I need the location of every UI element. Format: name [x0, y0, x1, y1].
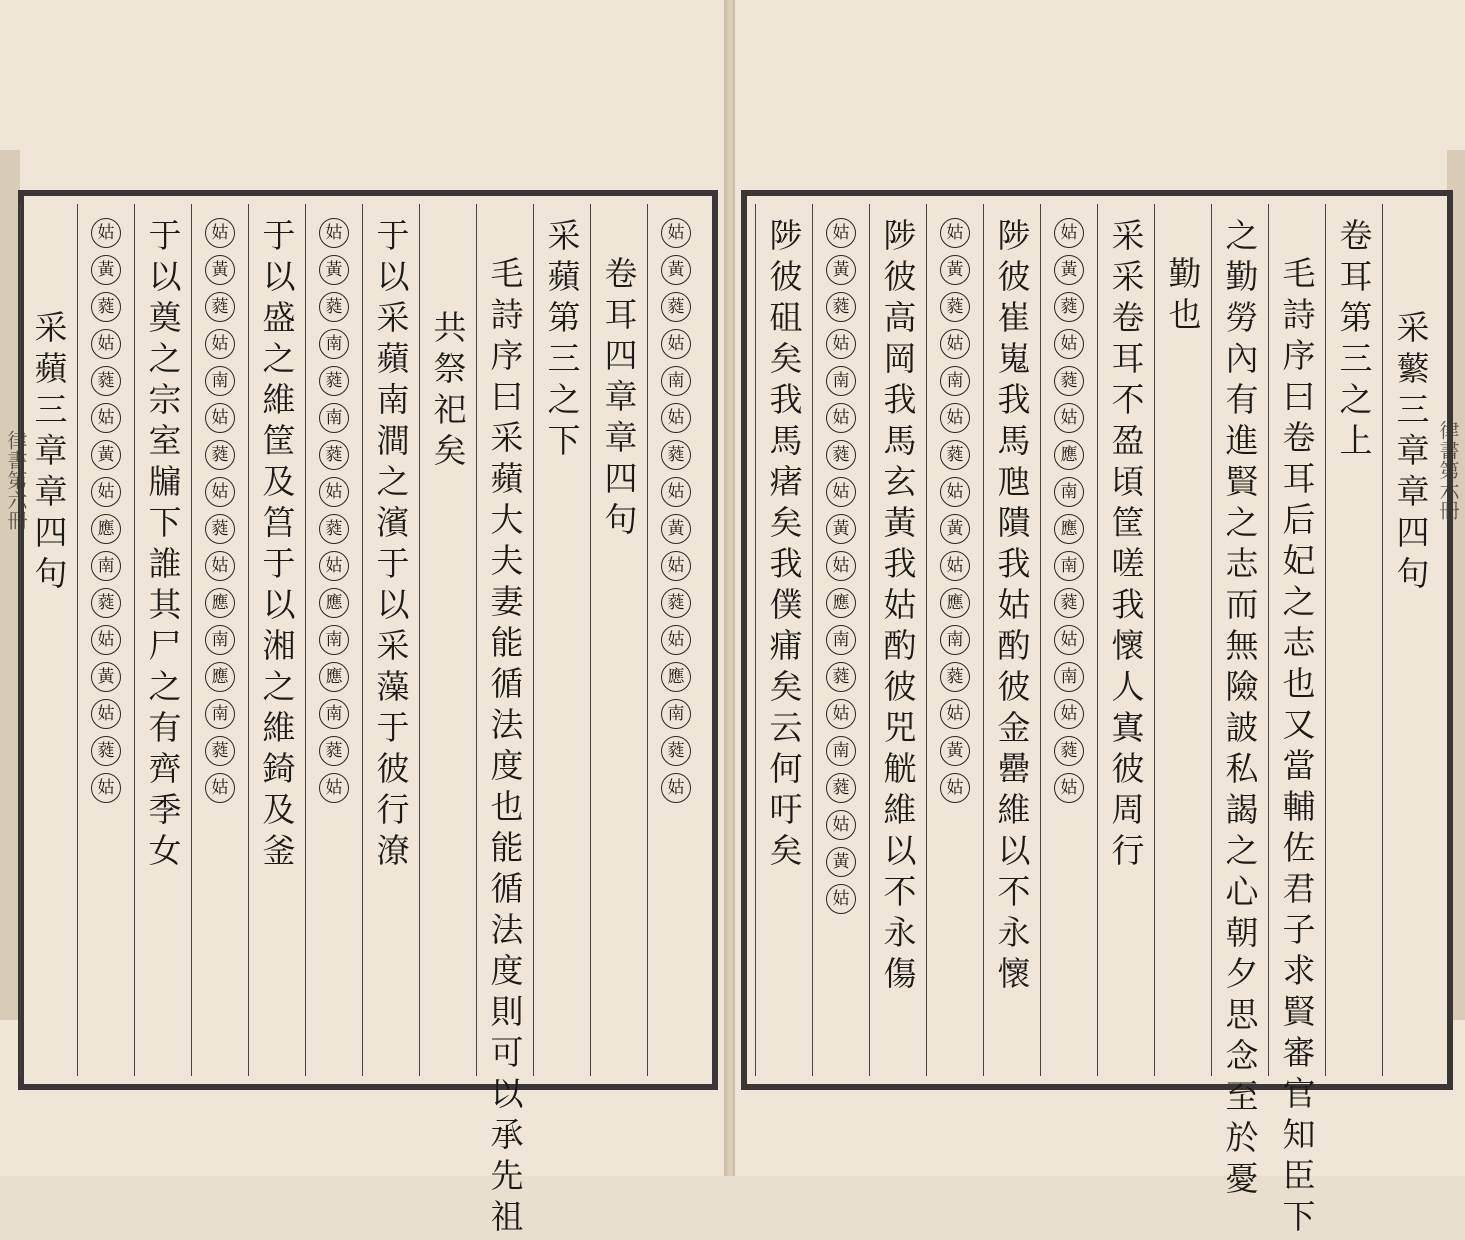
circled-note-mark: 應 — [940, 588, 970, 618]
circled-note-mark: 姑 — [661, 551, 691, 581]
circled-note-mark: 蕤 — [661, 292, 691, 322]
circled-note-mark: 姑 — [826, 329, 856, 359]
notation-column — [1054, 218, 1084, 1076]
circled-note-mark: 蕤 — [319, 292, 349, 322]
circled-note-mark: 黃 — [826, 255, 856, 285]
text-column — [755, 204, 812, 1076]
circled-note-mark: 姑 — [1054, 329, 1084, 359]
text-column — [1268, 204, 1325, 1240]
circled-note-mark: 姑 — [205, 329, 235, 359]
right-text-frame — [741, 190, 1453, 1240]
circled-note-mark: 應 — [1054, 440, 1084, 470]
text-column — [1325, 204, 1382, 1076]
text-column — [20, 204, 77, 1076]
circled-note-mark: 蕤 — [661, 440, 691, 470]
circled-note-mark: 姑 — [661, 773, 691, 803]
circled-note-mark: 姑 — [319, 773, 349, 803]
circled-note-mark: 蕤 — [1054, 588, 1084, 618]
circled-note-mark: 姑 — [940, 218, 970, 248]
column-text: 勤也 — [1163, 256, 1203, 338]
circled-note-mark: 南 — [319, 329, 349, 359]
column-text: 于以采蘋南澗之濱于以采藻于彼行潦 — [371, 218, 411, 874]
column-text: 毛詩序曰卷耳后妃之志也又當輔佐君子求賢審官知臣下 — [1277, 256, 1317, 1240]
circled-note-mark: 黃 — [91, 662, 121, 692]
circled-note-mark: 姑 — [1054, 218, 1084, 248]
left-page — [0, 0, 730, 1240]
circled-note-mark: 姑 — [826, 403, 856, 433]
circled-note-mark: 蕤 — [91, 292, 121, 322]
circled-note-mark: 蕤 — [319, 514, 349, 544]
text-column — [1154, 204, 1211, 1076]
circled-note-mark: 黃 — [1054, 255, 1084, 285]
circled-note-mark: 蕤 — [661, 588, 691, 618]
circled-note-mark: 南 — [1054, 662, 1084, 692]
column-text: 陟彼崔嵬我馬虺隤我姑酌彼金罍維以不永懷 — [992, 218, 1032, 997]
text-column — [362, 204, 419, 1076]
text-column — [1211, 204, 1268, 1202]
column-text: 毛詩序曰采蘋大夫妻能循法度也能循法度則可以承先祖 — [485, 256, 525, 1240]
circled-note-mark: 姑 — [1054, 625, 1084, 655]
circled-note-mark: 姑 — [205, 551, 235, 581]
circled-note-mark: 姑 — [91, 403, 121, 433]
circled-note-mark: 蕤 — [205, 514, 235, 544]
notation-column — [826, 218, 856, 1076]
circled-note-mark: 姑 — [940, 699, 970, 729]
circled-note-mark: 黃 — [661, 255, 691, 285]
column-text: 陟彼高岡我馬玄黃我姑酌彼兕觥維以不永傷 — [878, 218, 918, 997]
circled-note-mark: 應 — [319, 588, 349, 618]
circled-note-mark: 黃 — [940, 514, 970, 544]
circled-note-mark: 南 — [205, 625, 235, 655]
column-text: 之勤勞內有進賢之志而無險詖私謁之心朝夕思念至於憂 — [1220, 218, 1260, 1202]
left-edge-strip — [0, 150, 20, 1020]
circled-note-mark: 姑 — [826, 884, 856, 914]
text-column — [1040, 204, 1097, 1076]
text-column — [1097, 204, 1154, 1076]
text-column — [869, 204, 926, 1076]
circled-note-mark: 應 — [91, 514, 121, 544]
circled-note-mark: 姑 — [940, 773, 970, 803]
circled-note-mark: 姑 — [661, 329, 691, 359]
text-column — [305, 204, 362, 1076]
circled-note-mark: 南 — [319, 403, 349, 433]
circled-note-mark: 南 — [940, 625, 970, 655]
circled-note-mark: 姑 — [319, 551, 349, 581]
circled-note-mark: 姑 — [940, 477, 970, 507]
circled-note-mark: 南 — [91, 551, 121, 581]
text-column — [590, 204, 647, 1076]
text-column — [1382, 204, 1439, 1076]
circled-note-mark: 姑 — [940, 551, 970, 581]
circled-note-mark: 姑 — [319, 218, 349, 248]
column-text: 采采卷耳不盈頃筐嗟我懷人寘彼周行 — [1106, 218, 1146, 874]
circled-note-mark: 姑 — [661, 218, 691, 248]
column-text: 于以盛之維筐及筥于以湘之維錡及釜 — [257, 218, 297, 874]
column-text: 卷耳第三之上 — [1334, 218, 1374, 464]
circled-note-mark: 蕤 — [826, 440, 856, 470]
circled-note-mark: 蕤 — [826, 292, 856, 322]
text-column — [134, 204, 191, 1076]
circled-note-mark: 蕤 — [91, 736, 121, 766]
circled-note-mark: 姑 — [661, 403, 691, 433]
circled-note-mark: 南 — [1054, 477, 1084, 507]
text-column — [533, 204, 590, 1076]
left-columns — [29, 204, 704, 1240]
circled-note-mark: 南 — [319, 699, 349, 729]
circled-note-mark: 黃 — [826, 847, 856, 877]
circled-note-mark: 姑 — [826, 218, 856, 248]
circled-note-mark: 蕤 — [319, 440, 349, 470]
circled-note-mark: 蕤 — [91, 366, 121, 396]
text-column — [926, 204, 983, 1076]
circled-note-mark: 蕤 — [1054, 292, 1084, 322]
circled-note-mark: 應 — [826, 588, 856, 618]
circled-note-mark: 蕤 — [661, 736, 691, 766]
column-text: 于以奠之宗室牖下誰其尸之有齊季女 — [143, 218, 183, 874]
text-column — [647, 204, 704, 1076]
column-text: 陟彼砠矣我馬瘏矣我僕痡矣云何吁矣 — [764, 218, 804, 874]
circled-note-mark: 應 — [205, 588, 235, 618]
text-column — [419, 204, 476, 1076]
circled-note-mark: 南 — [826, 736, 856, 766]
circled-note-mark: 姑 — [1054, 403, 1084, 433]
circled-note-mark: 應 — [1054, 514, 1084, 544]
circled-note-mark: 南 — [1054, 551, 1084, 581]
circled-note-mark: 蕤 — [940, 292, 970, 322]
circled-note-mark: 蕤 — [826, 773, 856, 803]
text-column — [812, 204, 869, 1076]
circled-note-mark: 姑 — [826, 551, 856, 581]
notation-column — [940, 218, 970, 1076]
circled-note-mark: 蕤 — [940, 440, 970, 470]
circled-note-mark: 蕤 — [319, 736, 349, 766]
circled-note-mark: 姑 — [205, 218, 235, 248]
circled-note-mark: 黃 — [661, 514, 691, 544]
circled-note-mark: 姑 — [826, 810, 856, 840]
right-columns — [755, 204, 1439, 1240]
text-column — [248, 204, 305, 1076]
circled-note-mark: 蕤 — [205, 736, 235, 766]
circled-note-mark: 黃 — [91, 255, 121, 285]
circled-note-mark: 黃 — [940, 255, 970, 285]
right-page — [733, 0, 1465, 1240]
text-column — [77, 204, 134, 1076]
circled-note-mark: 南 — [661, 366, 691, 396]
circled-note-mark: 姑 — [205, 773, 235, 803]
circled-note-mark: 姑 — [205, 477, 235, 507]
notation-column — [205, 218, 235, 1076]
circled-note-mark: 黃 — [940, 736, 970, 766]
circled-note-mark: 蕤 — [319, 366, 349, 396]
circled-note-mark: 姑 — [91, 329, 121, 359]
column-text: 采蘋三章章四句 — [29, 310, 69, 597]
circled-note-mark: 姑 — [1054, 773, 1084, 803]
circled-note-mark: 蕤 — [940, 662, 970, 692]
text-column — [476, 204, 533, 1240]
circled-note-mark: 南 — [205, 699, 235, 729]
text-column — [191, 204, 248, 1076]
circled-note-mark: 黃 — [826, 514, 856, 544]
circled-note-mark: 姑 — [940, 329, 970, 359]
circled-note-mark: 姑 — [826, 477, 856, 507]
circled-note-mark: 蕤 — [1054, 736, 1084, 766]
circled-note-mark: 南 — [940, 366, 970, 396]
right-edge-label: 律書第六冊 — [1436, 420, 1460, 520]
circled-note-mark: 姑 — [205, 403, 235, 433]
circled-note-mark: 黃 — [91, 440, 121, 470]
circled-note-mark: 姑 — [940, 403, 970, 433]
circled-note-mark: 蕤 — [826, 662, 856, 692]
circled-note-mark: 黃 — [205, 255, 235, 285]
circled-note-mark: 應 — [205, 662, 235, 692]
circled-note-mark: 姑 — [1054, 699, 1084, 729]
notation-column — [319, 218, 349, 1076]
circled-note-mark: 南 — [826, 625, 856, 655]
column-text: 采蘋第三之下 — [542, 218, 582, 464]
circled-note-mark: 應 — [661, 662, 691, 692]
circled-note-mark: 姑 — [91, 773, 121, 803]
circled-note-mark: 蕤 — [1054, 366, 1084, 396]
circled-note-mark: 蕤 — [205, 440, 235, 470]
circled-note-mark: 姑 — [661, 625, 691, 655]
notation-column — [661, 218, 691, 1076]
circled-note-mark: 姑 — [319, 477, 349, 507]
column-text: 共祭祀矣 — [428, 310, 468, 474]
left-text-frame — [18, 190, 718, 1240]
column-text: 卷耳四章章四句 — [599, 256, 639, 543]
column-text: 采蘩三章章四句 — [1391, 310, 1431, 597]
circled-note-mark: 姑 — [91, 625, 121, 655]
circled-note-mark: 姑 — [91, 218, 121, 248]
circled-note-mark: 應 — [319, 662, 349, 692]
circled-note-mark: 南 — [319, 625, 349, 655]
circled-note-mark: 南 — [205, 366, 235, 396]
circled-note-mark: 南 — [826, 366, 856, 396]
circled-note-mark: 黃 — [319, 255, 349, 285]
circled-note-mark: 姑 — [661, 477, 691, 507]
text-column — [983, 204, 1040, 1076]
notation-column — [91, 218, 121, 1076]
circled-note-mark: 姑 — [91, 477, 121, 507]
left-edge-label: 律書第六冊 — [4, 430, 28, 530]
circled-note-mark: 蕤 — [91, 588, 121, 618]
circled-note-mark: 姑 — [91, 699, 121, 729]
circled-note-mark: 蕤 — [205, 292, 235, 322]
circled-note-mark: 南 — [661, 699, 691, 729]
circled-note-mark: 姑 — [826, 699, 856, 729]
